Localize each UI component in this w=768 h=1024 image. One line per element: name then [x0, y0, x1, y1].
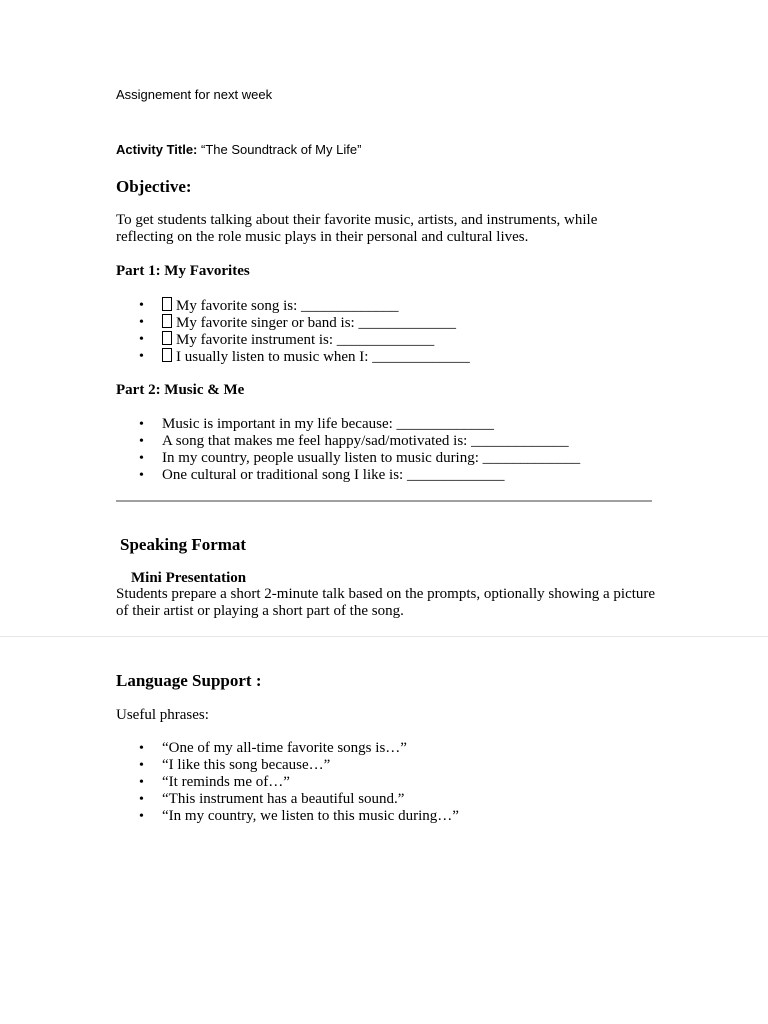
list-item-text: Music is important in my life because: _____________	[162, 416, 495, 432]
checkbox-icon	[162, 314, 172, 328]
list-item	[116, 331, 470, 348]
bullet-icon: •	[139, 775, 144, 790]
list-item	[116, 757, 459, 774]
language-support-heading: Language Support :	[116, 671, 262, 690]
list-item	[116, 433, 580, 450]
checkbox-icon	[162, 331, 172, 345]
list-item	[116, 314, 470, 331]
list-item-text: A song that makes me feel happy/sad/motivated is: _____________	[162, 433, 569, 449]
part2-heading: Part 2: Music & Me	[116, 382, 245, 398]
bullet-icon: •	[139, 468, 144, 483]
page-break-divider	[0, 636, 768, 637]
bullet-icon: •	[139, 758, 144, 773]
bullet-icon: •	[139, 315, 144, 330]
part1-heading: Part 1: My Favorites	[116, 263, 250, 279]
activity-title-line	[116, 142, 361, 157]
speaking-format-heading: Speaking Format	[120, 535, 247, 554]
mini-presentation-heading: Mini Presentation	[131, 570, 247, 586]
bullet-icon: •	[139, 792, 144, 807]
bullet-icon: •	[139, 451, 144, 466]
checkbox-icon	[162, 348, 172, 362]
bullet-icon: •	[139, 434, 144, 449]
objective-text: To get students talking about their favorite music, artists, and instruments, while reflecting on the role music plays in their personal and cultural lives.	[116, 212, 598, 245]
part1-list	[116, 297, 470, 365]
list-item-text: My favorite instrument is: _____________	[176, 332, 435, 348]
list-item	[116, 774, 459, 791]
list-item	[116, 416, 580, 433]
horizontal-rule	[116, 500, 652, 502]
list-item-text: One cultural or traditional song I like is: _____________	[162, 467, 505, 483]
mini-presentation-text: Students prepare a short 2-minute talk based on the prompts, optionally showing a picture of their artist or playing a short part of the song.	[116, 586, 656, 619]
list-item-text: I usually listen to music when I: _____________	[176, 349, 470, 365]
list-item	[116, 740, 459, 757]
bullet-icon: •	[139, 741, 144, 756]
list-item	[116, 791, 459, 808]
list-item-text: My favorite singer or band is: _____________	[176, 315, 456, 331]
objective-heading: Objective:	[116, 177, 192, 196]
bullet-icon: •	[139, 298, 144, 313]
list-item-text: “It reminds me of…”	[162, 774, 290, 790]
activity-title-value: “The Soundtrack of My Life”	[197, 142, 362, 157]
list-item	[116, 297, 470, 314]
list-item	[116, 348, 470, 365]
phrases-list	[116, 740, 459, 825]
list-item-text: “In my country, we listen to this music during…”	[162, 808, 459, 824]
list-item-text: “One of my all-time favorite songs is…”	[162, 740, 407, 756]
checkbox-icon	[162, 297, 172, 311]
useful-phrases-label: Useful phrases:	[116, 707, 209, 723]
list-item-text: My favorite song is: _____________	[176, 298, 399, 314]
list-item-text: “This instrument has a beautiful sound.”	[162, 791, 405, 807]
bullet-icon: •	[139, 332, 144, 347]
bullet-icon: •	[139, 809, 144, 824]
bullet-icon: •	[139, 349, 144, 364]
part2-list	[116, 416, 580, 484]
list-item-text: “I like this song because…”	[162, 757, 331, 773]
activity-title-label: Activity Title:	[116, 142, 198, 157]
bullet-icon: •	[139, 417, 144, 432]
list-item	[116, 467, 580, 484]
list-item	[116, 450, 580, 467]
list-item-text: In my country, people usually listen to music during: _____________	[162, 450, 581, 466]
list-item	[116, 808, 459, 825]
assignment-header: Assignement for next week	[116, 87, 273, 102]
